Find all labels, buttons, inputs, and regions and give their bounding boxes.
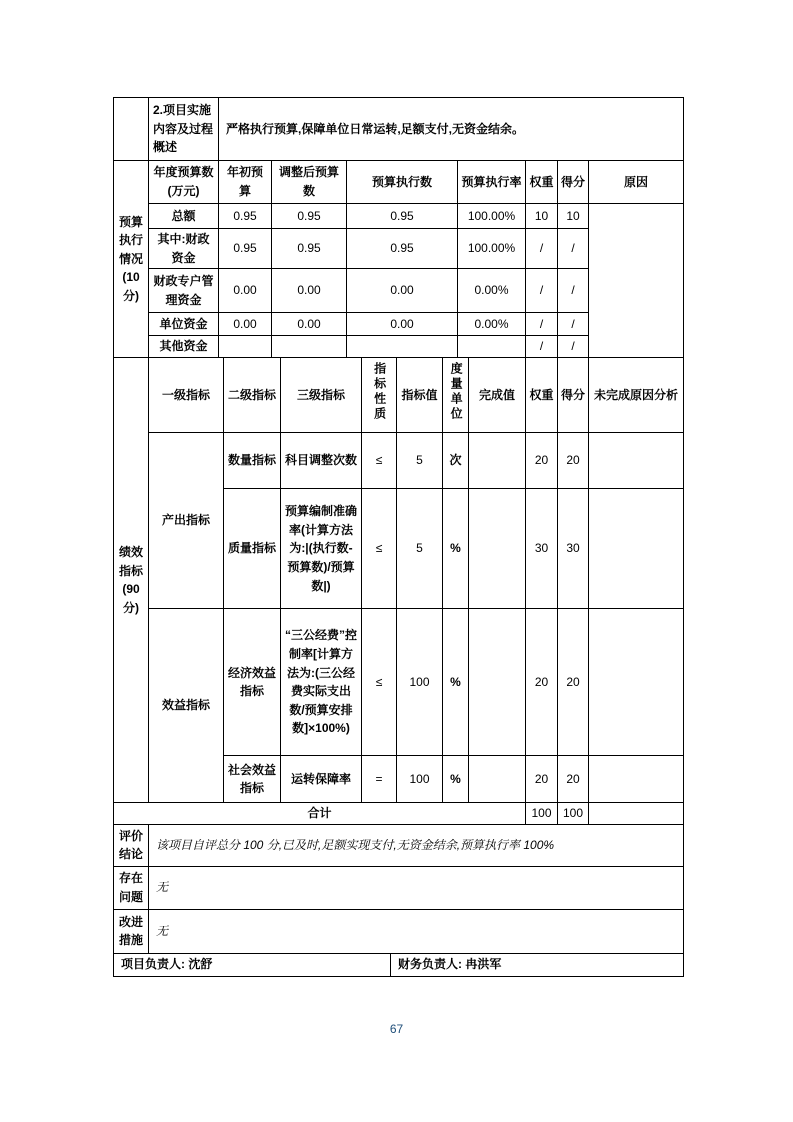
budget-row-label: 财政专户管理资金 xyxy=(149,269,219,313)
overview-spacer-cell xyxy=(114,98,149,161)
performance-table xyxy=(113,357,684,825)
budget-value: 0.00 xyxy=(219,269,272,313)
problems-row xyxy=(114,866,684,909)
project-lead-cell: 项目负责人: 沈舒 xyxy=(114,953,391,976)
budget-value: 0.95 xyxy=(347,229,458,269)
perf-group-output: 产出指标 xyxy=(149,433,224,609)
perf-header-unit xyxy=(443,358,469,433)
page-number: 67 xyxy=(389,1022,404,1036)
perf-level2-cell: 经济效益指标 xyxy=(224,609,281,756)
improvements-row xyxy=(114,909,684,953)
perf-unit-cell: % xyxy=(443,756,469,803)
perf-target-cell: 100 xyxy=(397,609,443,756)
overview-content-cell: 严格执行预算,保障单位日常运转,足额支付,无资金结余。 xyxy=(219,98,684,161)
budget-header-row xyxy=(114,161,684,204)
conclusion-content: 该项目自评总分 100 分,已及时,足额实现支付,无资金结余,预算执行率 100% xyxy=(149,824,684,866)
performance-header-row xyxy=(114,358,684,433)
budget-value: 0.95 xyxy=(347,204,458,229)
perf-level3-cell: 预算编制准确率(计算方法为:|(执行数-预算数)/预算数|) xyxy=(281,489,362,609)
footer-table xyxy=(113,953,684,977)
perf-total-label: 合计 xyxy=(114,803,526,825)
budget-value: 0.00 xyxy=(347,313,458,336)
evaluation-table xyxy=(113,97,683,977)
perf-header-target: 指标值 xyxy=(397,358,443,433)
perf-actual-cell xyxy=(469,489,526,609)
perf-level2-cell: 数量指标 xyxy=(224,433,281,489)
perf-header-level3: 三级指标 xyxy=(281,358,362,433)
perf-total-row xyxy=(114,803,684,825)
perf-total-reason xyxy=(589,803,684,825)
conclusion-row xyxy=(114,824,684,866)
problems-content: 无 xyxy=(149,866,684,909)
perf-level3-cell: 运转保障率 xyxy=(281,756,362,803)
budget-value: 0.00 xyxy=(272,269,347,313)
perf-nature-cell: = xyxy=(362,756,397,803)
perf-weight-cell: 20 xyxy=(526,756,558,803)
budget-value: 0.95 xyxy=(272,204,347,229)
budget-reason-cell xyxy=(589,204,684,358)
performance-section-label: 绩效指标(90分) xyxy=(114,358,149,803)
budget-weight-value: / xyxy=(526,229,558,269)
perf-reason-cell xyxy=(589,489,684,609)
perf-header-nature xyxy=(362,358,397,433)
perf-header-level2: 二级指标 xyxy=(224,358,281,433)
responsible-persons-row xyxy=(114,953,684,976)
budget-value xyxy=(219,336,272,358)
perf-target-cell: 5 xyxy=(397,433,443,489)
budget-value xyxy=(458,336,526,358)
budget-value: 0.00 xyxy=(219,313,272,336)
budget-header-executed: 预算执行数 xyxy=(347,161,458,204)
perf-score-cell: 20 xyxy=(558,756,589,803)
perf-level2-cell: 社会效益指标 xyxy=(224,756,281,803)
perf-header-actual: 完成值 xyxy=(469,358,526,433)
budget-weight-value: / xyxy=(526,336,558,358)
budget-header-reason: 原因 xyxy=(589,161,684,204)
budget-weight-value: / xyxy=(526,313,558,336)
budget-score-value: 10 xyxy=(558,204,589,229)
budget-value: 0.00% xyxy=(458,269,526,313)
budget-execution-table xyxy=(113,97,684,358)
perf-score-cell: 20 xyxy=(558,609,589,756)
perf-total-weight: 100 xyxy=(526,803,558,825)
perf-unit-cell: 次 xyxy=(443,433,469,489)
conclusion-label: 评价结论 xyxy=(114,824,149,866)
budget-value xyxy=(347,336,458,358)
budget-header-annual: 年度预算数(万元) xyxy=(149,161,219,204)
perf-header-score: 得分 xyxy=(558,358,589,433)
perf-reason-cell xyxy=(589,609,684,756)
budget-value: 0.00 xyxy=(272,313,347,336)
budget-row-label: 单位资金 xyxy=(149,313,219,336)
perf-total-score: 100 xyxy=(558,803,589,825)
perf-level3-cell: 科目调整次数 xyxy=(281,433,362,489)
perf-actual-cell xyxy=(469,756,526,803)
budget-score-value: / xyxy=(558,336,589,358)
perf-header-reason: 未完成原因分析 xyxy=(589,358,684,433)
perf-nature-cell: ≤ xyxy=(362,489,397,609)
budget-score-value: / xyxy=(558,269,589,313)
budget-value: 100.00% xyxy=(458,204,526,229)
perf-target-cell: 100 xyxy=(397,756,443,803)
perf-score-cell: 30 xyxy=(558,489,589,609)
budget-value: 100.00% xyxy=(458,229,526,269)
overview-label-cell: 2.项目实施内容及过程概述 xyxy=(149,98,219,161)
budget-header-rate: 预算执行率 xyxy=(458,161,526,204)
perf-nature-cell: ≤ xyxy=(362,609,397,756)
perf-level2-cell: 质量指标 xyxy=(224,489,281,609)
perf-weight-cell: 20 xyxy=(526,433,558,489)
perf-header-nature-text: 指标性质 xyxy=(372,362,387,423)
overview-row xyxy=(114,98,684,161)
budget-value: 0.00 xyxy=(347,269,458,313)
budget-value xyxy=(272,336,347,358)
perf-weight-cell: 30 xyxy=(526,489,558,609)
budget-row-label: 总额 xyxy=(149,204,219,229)
budget-value: 0.95 xyxy=(219,229,272,269)
perf-row-quantity xyxy=(114,433,684,489)
budget-header-adjusted: 调整后预算数 xyxy=(272,161,347,204)
perf-level3-cell: “三公经费”控制率[计算方法为:(三公经费实际支出数/预算安排数]×100%) xyxy=(281,609,362,756)
budget-weight-value: 10 xyxy=(526,204,558,229)
budget-section-label: 预算执行情况(10分) xyxy=(114,161,149,358)
summary-table xyxy=(113,824,684,954)
budget-weight-value: / xyxy=(526,269,558,313)
perf-target-cell: 5 xyxy=(397,489,443,609)
perf-header-weight: 权重 xyxy=(526,358,558,433)
improvements-content: 无 xyxy=(149,909,684,953)
budget-value: 0.00% xyxy=(458,313,526,336)
perf-row-economic xyxy=(114,609,684,756)
budget-header-weight: 权重 xyxy=(526,161,558,204)
budget-value: 0.95 xyxy=(219,204,272,229)
perf-actual-cell xyxy=(469,609,526,756)
finance-lead-cell: 财务负责人: 冉洪军 xyxy=(391,953,684,976)
budget-score-value: / xyxy=(558,229,589,269)
perf-score-cell: 20 xyxy=(558,433,589,489)
perf-reason-cell xyxy=(589,756,684,803)
budget-row-label: 其他资金 xyxy=(149,336,219,358)
perf-header-level1: 一级指标 xyxy=(149,358,224,433)
perf-group-benefit: 效益指标 xyxy=(149,609,224,803)
improvements-label: 改进措施 xyxy=(114,909,149,953)
perf-weight-cell: 20 xyxy=(526,609,558,756)
perf-header-unit-text: 度量单位 xyxy=(449,362,464,423)
perf-actual-cell xyxy=(469,433,526,489)
perf-nature-cell: ≤ xyxy=(362,433,397,489)
budget-row-label: 其中:财政资金 xyxy=(149,229,219,269)
budget-header-score: 得分 xyxy=(558,161,589,204)
problems-label: 存在问题 xyxy=(114,866,149,909)
perf-reason-cell xyxy=(589,433,684,489)
budget-row-total xyxy=(114,204,684,229)
budget-header-initial: 年初预算 xyxy=(219,161,272,204)
perf-unit-cell: % xyxy=(443,609,469,756)
budget-score-value: / xyxy=(558,313,589,336)
perf-unit-cell: % xyxy=(443,489,469,609)
budget-value: 0.95 xyxy=(272,229,347,269)
